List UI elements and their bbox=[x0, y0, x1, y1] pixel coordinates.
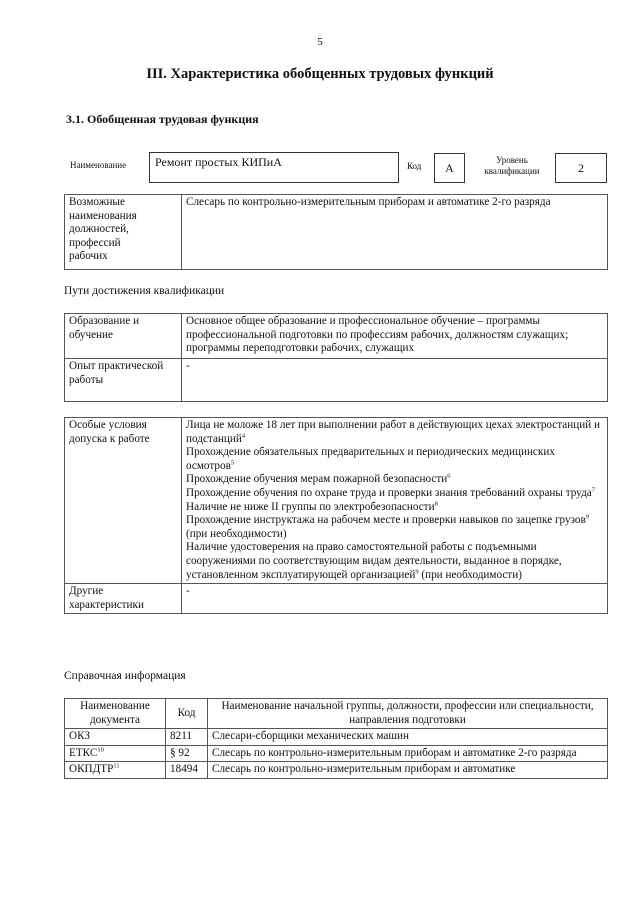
reference-doc: ЕТКС$^{10}$ bbox=[65, 745, 166, 762]
code-label: Код bbox=[407, 161, 422, 171]
condition-item: Лица не моложе 18 лет при выполнении работ в действующих цехах электростанций и подстанций$^4$ bbox=[186, 419, 600, 445]
function-name-box bbox=[149, 152, 399, 183]
positions-label-3: должностей, bbox=[69, 223, 129, 236]
level-value: 2 bbox=[578, 161, 584, 175]
condition-item: Прохождение обучения по охране труда и проверки знания требований охраны труда$^7$ bbox=[186, 486, 595, 499]
code-box bbox=[434, 153, 465, 183]
other-characteristics-label: Другие характеристики bbox=[65, 584, 182, 614]
function-name-value: Ремонт простых КИПиА bbox=[155, 155, 282, 169]
reference-code: 18494 bbox=[166, 762, 208, 779]
name-label: Наименование bbox=[70, 160, 127, 170]
positions-value: Слесарь по контрольно-измерительным приборам и автоматике 2-го разряда bbox=[182, 195, 608, 270]
reference-header-document: Наименование документа bbox=[65, 699, 166, 729]
reference-table bbox=[64, 698, 608, 779]
subsection-heading: 3.1. Обобщенная трудовая функция bbox=[66, 112, 259, 126]
education-value: Основное общее образование и профессиональное обучение – программы профессиональной подготовки по профессиям рабочих, должностям служащих; программы переподготовки рабочих, служащих bbox=[182, 314, 608, 359]
positions-label-cell bbox=[65, 195, 182, 270]
condition-item: Прохождение обучения мерам пожарной безопасности$^6$ bbox=[186, 472, 451, 486]
experience-value: - bbox=[182, 359, 608, 402]
condition-item: Наличие удостоверения на право самостоятельной работы с подъемными сооружениями по соответствующим видам деятельности, выданное в порядке, установленном эксплуатирующей организацией$^9$ (при необходимости) bbox=[186, 541, 562, 581]
reference-code: § 92 bbox=[166, 745, 208, 762]
page-number: 5 bbox=[317, 36, 323, 48]
level-label bbox=[470, 155, 554, 177]
reference-title: Справочная информация bbox=[64, 670, 186, 682]
condition-item: Прохождение обязательных предварительных и периодических медицинских осмотров$^5$ bbox=[186, 446, 555, 472]
table-row bbox=[65, 745, 608, 762]
table-row bbox=[65, 729, 608, 746]
table-row bbox=[65, 762, 608, 779]
reference-doc: ОКЗ bbox=[65, 729, 166, 746]
reference-header-name: Наименование начальной группы, должности, профессии или специальности, направления подготовки bbox=[208, 699, 608, 729]
reference-header-code: Код bbox=[166, 699, 208, 729]
condition-item: Наличие не ниже II группы по электробезопасности$^8$ bbox=[186, 499, 438, 513]
reference-name: Слесарь по контрольно-измерительным приборам и автоматике 2-го разряда bbox=[208, 745, 608, 762]
positions-label-4: профессий bbox=[69, 236, 121, 249]
special-conditions-list bbox=[182, 418, 608, 584]
positions-label-5: рабочих bbox=[69, 250, 108, 263]
positions-label-2: наименования bbox=[69, 209, 137, 222]
condition-item: Прохождение инструктажа на рабочем месте и проверки навыков по зацепке грузов$^9$ (при необходимости) bbox=[186, 513, 590, 540]
experience-label: Опыт практической работы bbox=[65, 359, 182, 402]
reference-name: Слесари-сборщики механических машин bbox=[208, 729, 608, 746]
reference-doc: ОКПДТР$^{11}$ bbox=[65, 762, 166, 779]
reference-code: 8211 bbox=[166, 729, 208, 746]
level-label-line-2: квалификации bbox=[484, 166, 540, 176]
education-label: Образование и обучение bbox=[65, 314, 182, 359]
other-characteristics-value: - bbox=[182, 584, 608, 614]
special-conditions-table bbox=[64, 417, 608, 614]
positions-label-1: Возможные bbox=[69, 196, 125, 208]
level-label-line-1: Уровень bbox=[496, 155, 528, 165]
code-value: A bbox=[445, 161, 454, 175]
special-conditions-label: Особые условия допуска к работе bbox=[65, 418, 182, 584]
positions-table bbox=[64, 194, 608, 270]
level-box bbox=[555, 153, 607, 183]
qualification-paths-table bbox=[64, 313, 608, 402]
qualification-paths-title: Пути достижения квалификации bbox=[64, 285, 225, 297]
reference-name: Слесарь по контрольно-измерительным приборам и автоматике bbox=[208, 762, 608, 779]
section-heading: III. Характеристика обобщенных трудовых функций bbox=[146, 66, 494, 82]
